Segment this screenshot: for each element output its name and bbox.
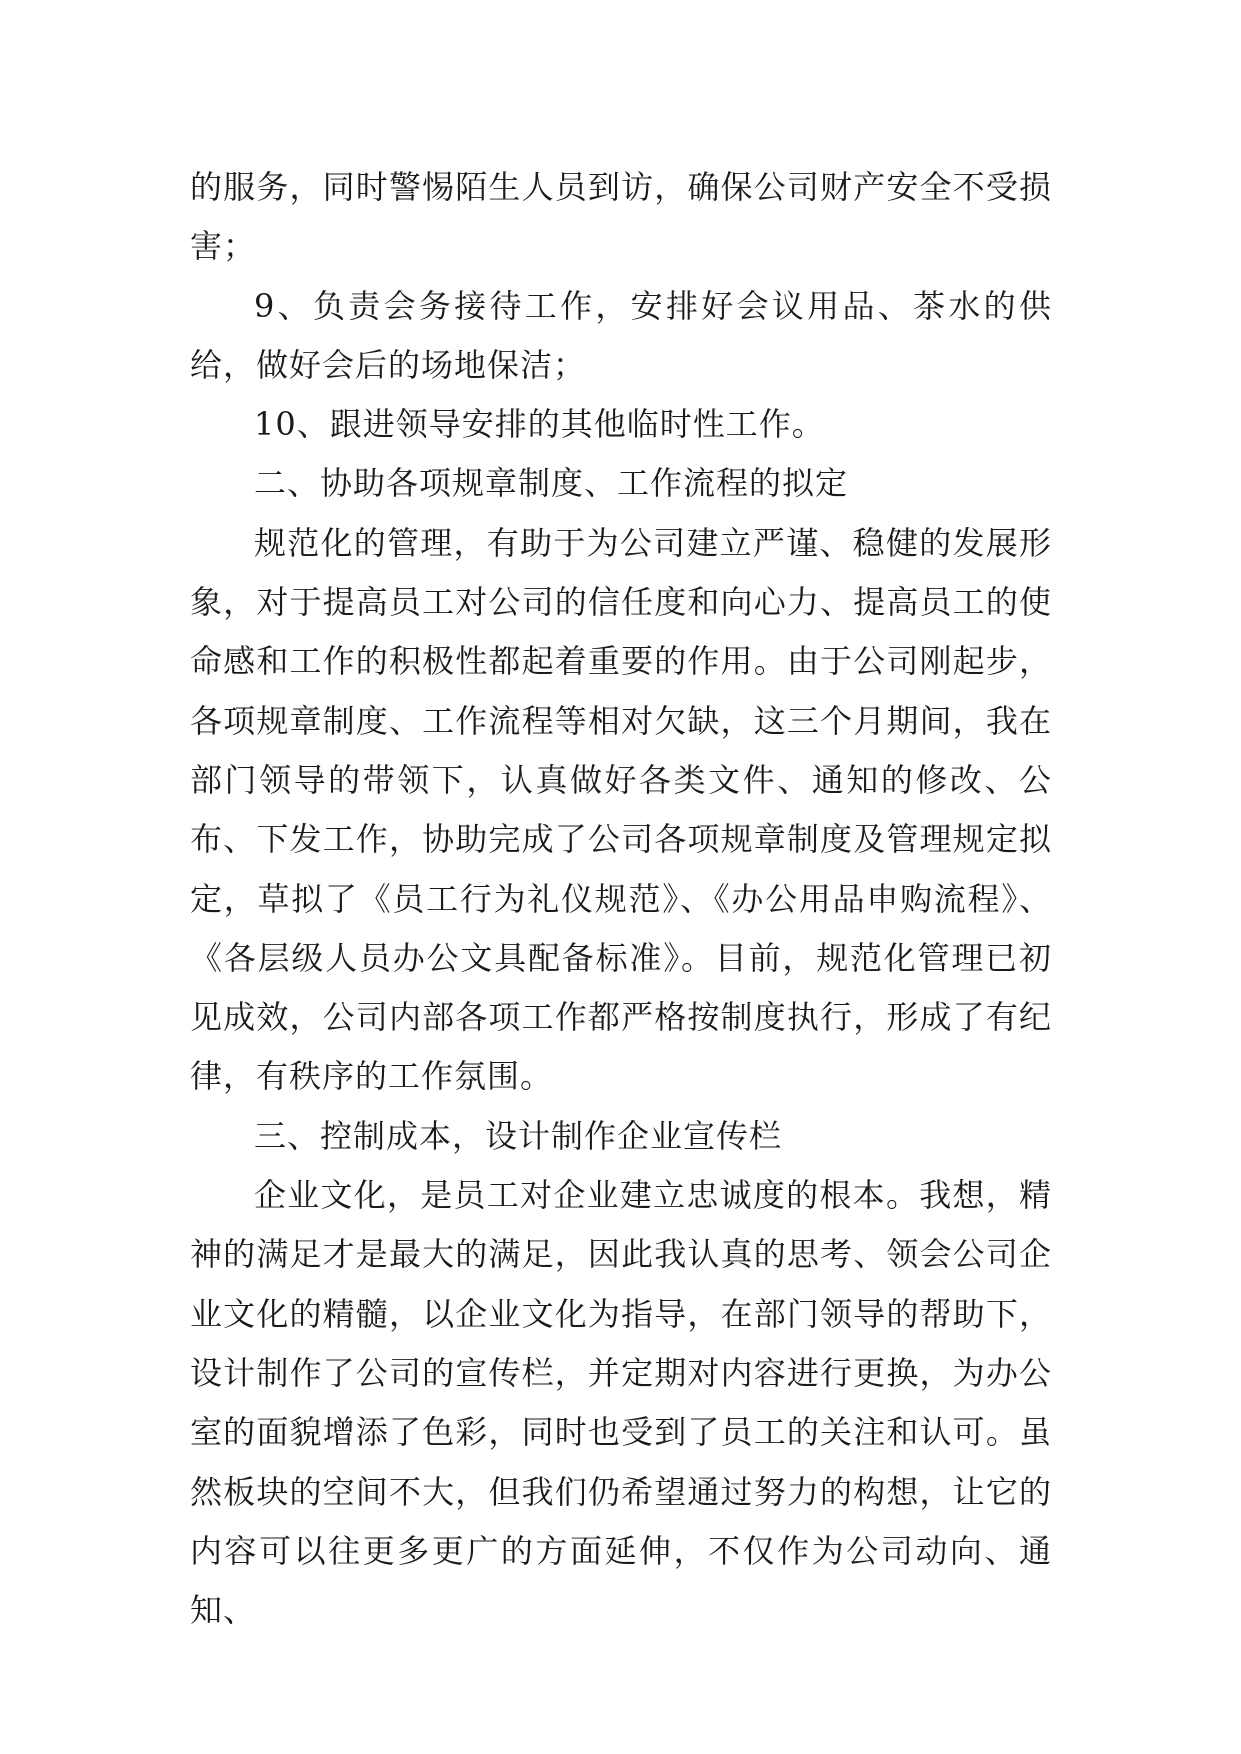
paragraph-item-9: 9、负责会务接待工作，安排好会议用品、茶水的供给，做好会后的场地保洁； bbox=[190, 286, 1052, 384]
paragraph-continuation: 的服务，同时警惕陌生人员到访，确保公司财产安全不受损害； bbox=[190, 168, 1052, 266]
paragraph-body-2: 规范化的管理，有助于为公司建立严谨、稳健的发展形象，对于提高员工对公司的信任度和向心力、提高员工的使命感和工作的积极性都起着重要的作用。由于公司刚起步，各项规章制度、工作流程等相对欠缺，这三个月期间，我在部门领导的带领下，认真做好各类文件、通知的修改、公布、下发工作，协助完成了公司各项规章制度及管理规定拟定，草拟了《员工行为礼仪规范》、《办公用品申购流程》、《各层级人员办公文具配备标准》。目前，规范化管理已初见成效，公司内部各项工作都严格按制度执行，形成了有纪律，有秩序的工作氛围。 bbox=[190, 523, 1052, 1096]
section-heading-3: 三、控制成本，设计制作企业宣传栏 bbox=[254, 1116, 783, 1155]
document-body bbox=[190, 158, 1052, 1640]
paragraph-body-3: 企业文化，是员工对企业建立忠诚度的根本。我想，精神的满足才是最大的满足，因此我认真的思考、领会公司企业文化的精髓，以企业文化为指导，在部门领导的帮助下，设计制作了公司的宣传栏，并定期对内容进行更换，为办公室的面貌增添了色彩，同时也受到了员工的关注和认可。虽然板块的空间不大，但我们仍希望通过努力的构想，让它的内容可以往更多更广的方面延伸，不仅作为公司动向、通知、 bbox=[190, 1176, 1052, 1630]
section-heading-2: 二、协助各项规章制度、工作流程的拟定 bbox=[254, 464, 849, 503]
paragraph-item-10: 10、跟进领导安排的其他临时性工作。 bbox=[254, 405, 825, 444]
